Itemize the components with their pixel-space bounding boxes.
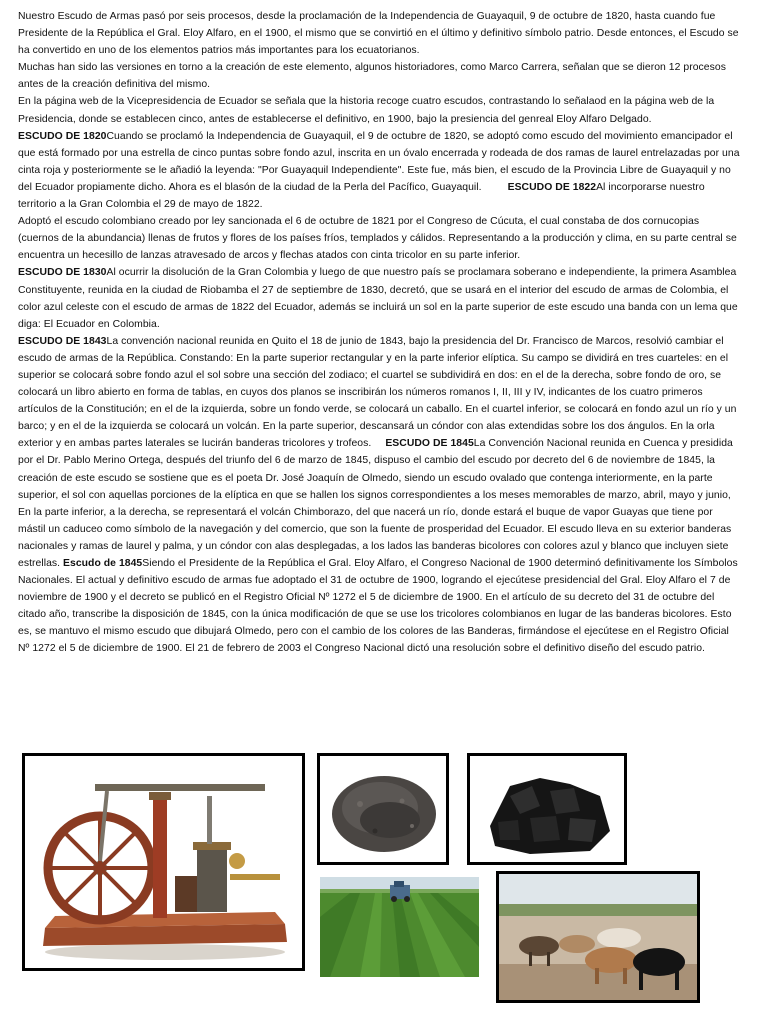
text-1845: La Convención Nacional reunida en Cuenca y presidida por el Dr. Pablo Merino Ortega, después del triunfo del 6 de marzo de 1845, dispuso el cambio del escudo por decreto del 6 de noviembre de 1845, la creación de este escudo se sostiene que es el poeta Dr. José Joaquín de Olmedo, siendo un escudo ovalado que contenga interiormente, en la parte superior, el sol con aquellas porciones de la elíptica en que se hallen los signos correspondientes a los meses memorables de marzo, abril, mayo y junio, En la parte inferior, a la derecha, se representará el volcán Chimborazo, del que nacerá un río, donde estará el buque de vapor Guayas que tiene por mástil un caduceo como símbolo de la navegación y del comercio, que son la fuente de prosperidad del Ecuador. El escudo lleva en su exterior banderas nacionales y ramas de laurel y palma, y un cóndor con alas desplegadas, a los lados las banderas bicolores con colores azul y blanco que incluyen siete estrellas. (18, 438, 733, 569)
section-1820 (18, 128, 740, 213)
text-1845b: Siendo el Presidente de la República el Gral. Eloy Alfaro, el Congreso Nacional de 1900 determinó definitivamente los Símbolos Nacionales. El actual y definitivo escudo de armas fue adoptado el 31 de octubre de 1900, logrando el ejecútese presidencial del Gral. Eloy Alfaro el 7 de noviembre de 1900 y el decreto se publicó en el Registro Oficial Nº 1272 el 5 de diciembre de 1900. En el artículo de su decreto del 31 de octubre del citado año, transcribe la disposición de 1845, con la única modificación de que se use los tricolores colombianos en lugar de las banderas bicolores. Esto es, se mantuvo el mismo escudo que dibujará Olmedo, pero con el cambio de los colores de las Banderas, firmándose el ejecútese en el Registro Oficial Nº 1272 el 5 de diciembre de 1900. El 21 de febrero de 2003 el Congreso Nacional dictó una resolución sobre el definitivo diseño del escudo patrio. (18, 558, 738, 655)
text-1830: Al ocurrir la disolución de la Gran Colombia y luego de que nuestro país se proclamara soberano e independiente, la primera Asamblea Constituyente, reunida en la ciudad de Riobamba el 27 de septiembre de 1830, decretó, que se usará en el interior del escudo de armas de Colombia, el color azul celeste con el escudo de armas de 1822 del Ecuador, además se incluirá un sol en la parte superior de este escudo una banda con un lema que diga: El Ecuador en Colombia. (18, 267, 738, 330)
coal-photo (467, 753, 627, 865)
heading-1822: ESCUDO DE 1822 (507, 181, 597, 193)
text-1843: La convención nacional reunida en Quito el 18 de junio de 1843, bajo la presidencia del Dr. Francisco de Marcos, resolvió cambiar el escudo de armas de la República. Constando: En la parte superior rectangular y en la parte inferior elíptica. Su campo se dividirá en tres cuarteles: en el superior se colocará sobre fondo azul el sol sobre una sección del zodiaco; el cuartel se subdividirá en dos: en el de la derecha, sobre fondo de oro, se colocará un libro abierto en forma de tablas, en cuyos dos planos se inscribirán los números romanos I, II, III y IV, indicantes de los cuatro primeros artículos de la Constitución; en el de la izquierda, sobre un fondo verde, se colocará un caballo. En el cuartel inferior, se colocará en fondo azul un río y un barco; y en el de la izquierda se colocará un volcán. En la parte superior, descansará un cóndor con alas extendidas sobre los dos ángulos. En la orla exterior y en ambas partes laterales se lucirán banderas tricolores y trofeos. (18, 335, 737, 450)
paragraph-intro: Nuestro Escudo de Armas pasó por seis procesos, desde la proclamación de la Independencia de Guayaquil, 9 de octubre de 1820, hasta cuando fue Presidente de la República el Gral. Eloy Alfaro, en el 1900, el mismo que se convirtió en el último y definitivo símbolo patrio. Desde entonces, el Escudo se ha convertido en uno de los elementos patrios más importantes para los ecuatorianos. (18, 11, 739, 57)
paragraph-versions: Muchas han sido las versiones en torno a la creación de este elemento, algunos historiadores, como Marco Carrera, señalan que se dieron 12 procesos antes de la creación definitiva del mismo. (18, 62, 726, 91)
soil-photo (317, 753, 449, 865)
paragraph-1822-description: Adoptó el escudo colombiano creado por ley sancionada el 6 de octubre de 1821 por el Congreso de Cúcuta, el cual constaba de dos cornucopias (cuernos de la abundancia) llenas de frutos y flores de los países fríos, templados y cálidos. Representando a la producción y clima, en su parte central se encuentra un hecesillo de lanzas atravesado de arcos y flechas atados con cinta tricolor en su parte inferior. (18, 216, 737, 262)
steam-engine-photo (22, 753, 305, 971)
text-1822: Al incorporarse nuestro territorio a la Gran Colombia el 29 de mayo de 1822. (18, 181, 705, 211)
cattle-photo (496, 871, 700, 1003)
heading-1830: ESCUDO DE 1830 (18, 267, 107, 279)
crop-field-photo (320, 877, 479, 977)
paragraph-web: En la página web de la Vicepresidencia de Ecuador se señala que la historia recoge cuatro escudos, contrastando lo señalaod en la página web de la Presidencia, donde se establecen cinco, antes de establecerse el definitivo, en 1900, bajo la presiencia del genreal Eloy Alfaro Delgado. (18, 96, 715, 125)
section-1830 (18, 264, 740, 332)
heading-1843: ESCUDO DE 1843 (18, 335, 107, 347)
section-1843 (18, 333, 740, 658)
heading-1820: ESCUDO DE 1820 (18, 130, 107, 142)
heading-1845: ESCUDO DE 1845 (385, 438, 474, 450)
heading-1845b: Escudo de 1845 (63, 558, 143, 569)
text-1820: Cuando se proclamó la Independencia de Guayaquil, el 9 de octubre de 1820, se adoptó como escudo del movimiento emancipador el que está formado por una estrella de cinco puntas sobre fondo azul, inscrita en un óvalo encerrada y rodeada de dos ramas de laurel entrelazadas por una cinta roja y posteriormente se le añadió la leyenda: "Por Guayaquil Independiente". Este fue, más bien, el escudo de la Provincia Libre de Guayaquil y no del Ecuador propiamente dicho. Ahora es el blasón de la ciudad de la Perla del Pacífico, Guayaquil. (18, 130, 740, 193)
article-text (18, 8, 740, 658)
